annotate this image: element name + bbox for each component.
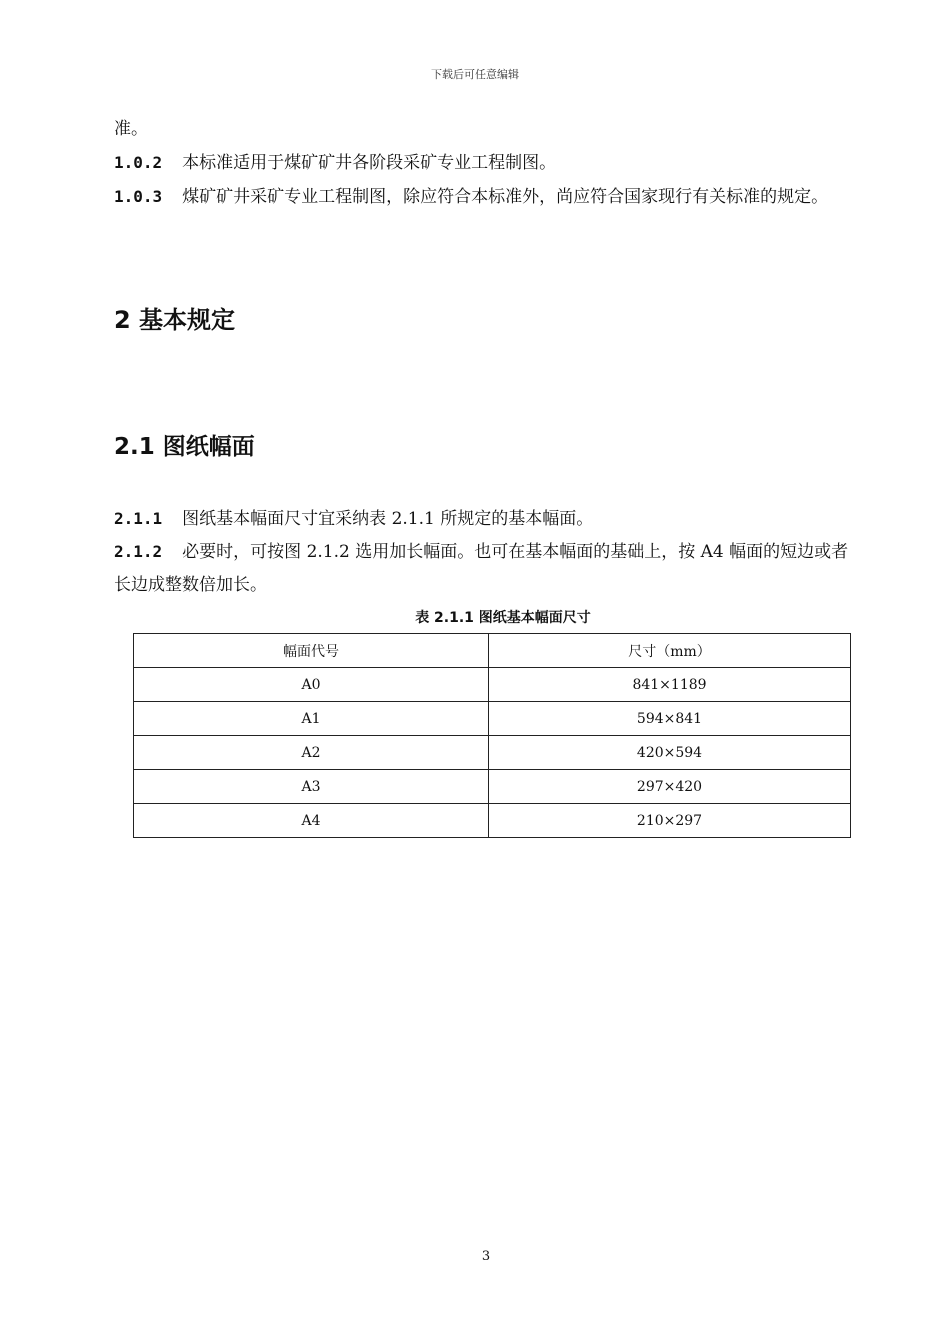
- section-heading: 2 基本规定: [114, 306, 236, 334]
- clause-1-0-3: [114, 180, 860, 214]
- clause-2-1-2: [114, 535, 860, 602]
- table-cell: 210×297: [489, 804, 851, 838]
- table-cell: 841×1189: [489, 668, 851, 702]
- clause-2-1-1: [114, 502, 860, 536]
- table-row: [134, 804, 851, 838]
- table-header-cell: 幅面代号: [134, 634, 489, 668]
- clause-text: 煤矿矿井采矿专业工程制图，除应符合本标准外，尚应符合国家现行有关标准的规定。: [182, 187, 829, 207]
- page-header: 下载后可任意编辑: [431, 68, 519, 81]
- table-cell: A2: [134, 736, 489, 770]
- table-header-row: [134, 634, 851, 668]
- clause-text: 必要时，可按图 2.1.2 选用加长幅面。也可在基本幅面的基础上，按 A4 幅面的短边或者长边成整数倍加长。: [114, 542, 849, 595]
- clause-number: 2.1.1: [114, 509, 163, 528]
- table-row: [134, 736, 851, 770]
- table-cell: A1: [134, 702, 489, 736]
- table-row: [134, 770, 851, 804]
- table-header-cell: 尺寸（mm）: [489, 634, 851, 668]
- table-cell: A0: [134, 668, 489, 702]
- table-cell: A4: [134, 804, 489, 838]
- clause-1-0-2: [114, 146, 860, 180]
- clause-number: 1.0.2: [114, 153, 163, 172]
- clause-number: 1.0.3: [114, 187, 163, 206]
- paper-size-table: [133, 633, 851, 838]
- subsection-heading: 2.1 图纸幅面: [114, 434, 255, 460]
- table-cell: 594×841: [489, 702, 851, 736]
- table-cell: A3: [134, 770, 489, 804]
- table-cell: 297×420: [489, 770, 851, 804]
- table-row: [134, 702, 851, 736]
- table-caption: 表 2.1.1 图纸基本幅面尺寸: [415, 610, 591, 626]
- clause-text: 图纸基本幅面尺寸宜采纳表 2.1.1 所规定的基本幅面。: [182, 509, 594, 529]
- table-row: [134, 668, 851, 702]
- clause-number: 2.1.2: [114, 542, 163, 561]
- table-cell: 420×594: [489, 736, 851, 770]
- page-number: 3: [481, 1249, 491, 1264]
- clause-text: 本标准适用于煤矿矿井各阶段采矿专业工程制图。: [182, 153, 557, 173]
- paragraph-continuation: 准。: [114, 119, 148, 139]
